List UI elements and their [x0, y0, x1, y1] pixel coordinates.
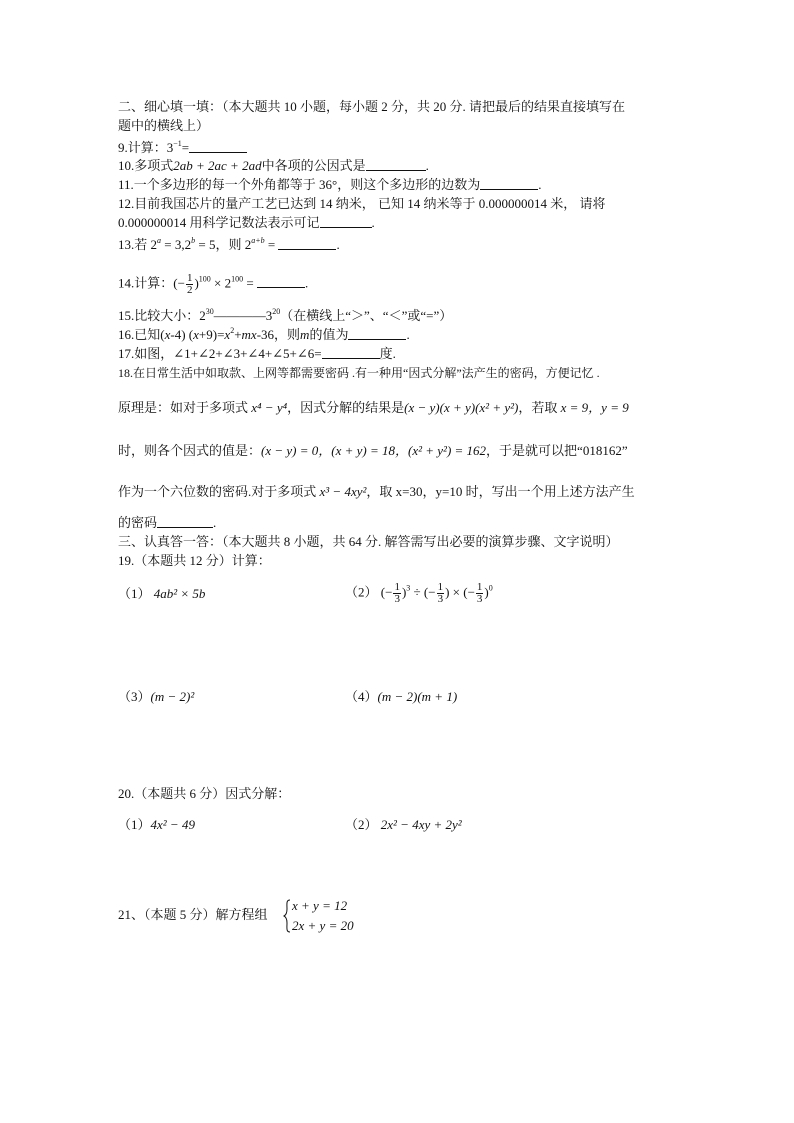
answer-blank	[320, 216, 372, 228]
question-16: 16.已知(x-4) $(x+9)=x^2+mx-36$，则m的值为 .	[118, 326, 410, 342]
section2-header-line1: 二、细心填一填：（本大题共 10 小题，每小题 2 分，共 20 分. 请把最后的结果直接填写在	[118, 99, 626, 114]
fraction-third: $\frac{1}{3}$	[394, 581, 400, 605]
question-18-principle: 原理是：如对于多项式 x⁴ − y⁴，因式分解的结果是(x − y)(x + y)(x² + y²)，若取 x = 9，y = 9	[118, 400, 629, 415]
question-20-label: 20.（本题共 6 分）因式分解：	[118, 786, 291, 801]
question-19-part2: （2） (− $\frac{1}{3}$ )$^3$ ÷ (− $\frac{1}{3}$ ) × (− $\frac{1}{3}$ )$^0$	[345, 581, 493, 605]
answer-blank	[189, 141, 247, 153]
answer-blank	[480, 178, 538, 190]
answer-blank	[322, 347, 380, 359]
fraction-third: $\frac{1}{3}$	[476, 581, 483, 605]
question-12-line1: 12.目前我国芯片的量产工艺已达到 14 纳米， 已知 14 纳米等于 0.000000014 米， 请将	[118, 196, 606, 211]
question-10: 10.多项式2ab + 2ac + 2ad中各项的公因式是 .	[118, 158, 429, 173]
system-equation-2: 2x + y = 20	[292, 918, 354, 933]
question-19-label: 19.（本题共 12 分）计算：	[118, 553, 271, 568]
fraction-half: $\frac{1}{2}$	[186, 272, 193, 296]
question-19-part1: （1） 4ab² × 5b	[118, 586, 206, 601]
question-11: 11.一个多边形的每一个外角都等于 36°，则这个多边形的边数为 .	[118, 177, 542, 192]
answer-blank	[278, 238, 336, 250]
fraction-third: $\frac{1}{3}$	[437, 581, 444, 605]
question-18-line1: 18.在日常生活中如取款、上网等都需要密码 .有一种用“因式分解”法产生的密码，方便记忆 .	[118, 366, 600, 380]
section2-header-line2: 题中的横线上）	[118, 118, 210, 133]
answer-blank	[366, 159, 426, 171]
question-13: 13.若 $2^a = 3,2^b = 5$，则 $2^{a+b}$ = .	[118, 236, 340, 252]
equation-system-brace	[283, 899, 291, 933]
question-20-part2: （2） 2x² − 4xy + 2y²	[345, 817, 462, 832]
question-19-part4: （4）(m − 2)(m + 1)	[345, 689, 458, 704]
question-20-part1: （1）4x² − 49	[118, 817, 195, 832]
question-19-part3: （3）(m − 2)²	[118, 689, 195, 704]
question-12-line2: 0.000000014 用科学记数法表示可记 .	[118, 215, 375, 230]
question-15: 15.比较大小：$2^{30}————3^{20}$（在横线上“＞”、“＜”或“=”）	[118, 307, 453, 323]
system-equation-1: x + y = 12	[292, 898, 348, 913]
question-18-task: 作为一个六位数的密码.对于多项式 x³ − 4xy²，取 x=30，y=10 时，写出一个用上述方法产生	[118, 484, 635, 499]
question-14: 14.计算：(− $\frac{1}{2}$ )$^{100} \times 2^{100}$ = .	[118, 272, 309, 296]
answer-blank	[257, 276, 305, 288]
answer-blank	[348, 328, 406, 340]
question-18-answer: 的密码 .	[118, 515, 217, 530]
question-18-values: 时，则各个因式的值是：(x − y) = 0，(x + y) = 18，(x² + y²) = 162，于是就可以把“018162”	[118, 443, 628, 458]
section3-header: 三、认真答一答：（本大题共 8 小题，共 64 分. 解答需写出必要的演算步骤、文字说明）	[118, 534, 619, 549]
question-17: 17.如图，∠1+∠2+∠3+∠4+∠5+∠6= 度.	[118, 346, 396, 361]
answer-blank	[157, 516, 213, 528]
question-9: 9.计算：$3^{-1}=$	[118, 140, 247, 156]
question-21-label: 21、（本题 5 分）解方程组	[118, 907, 268, 922]
